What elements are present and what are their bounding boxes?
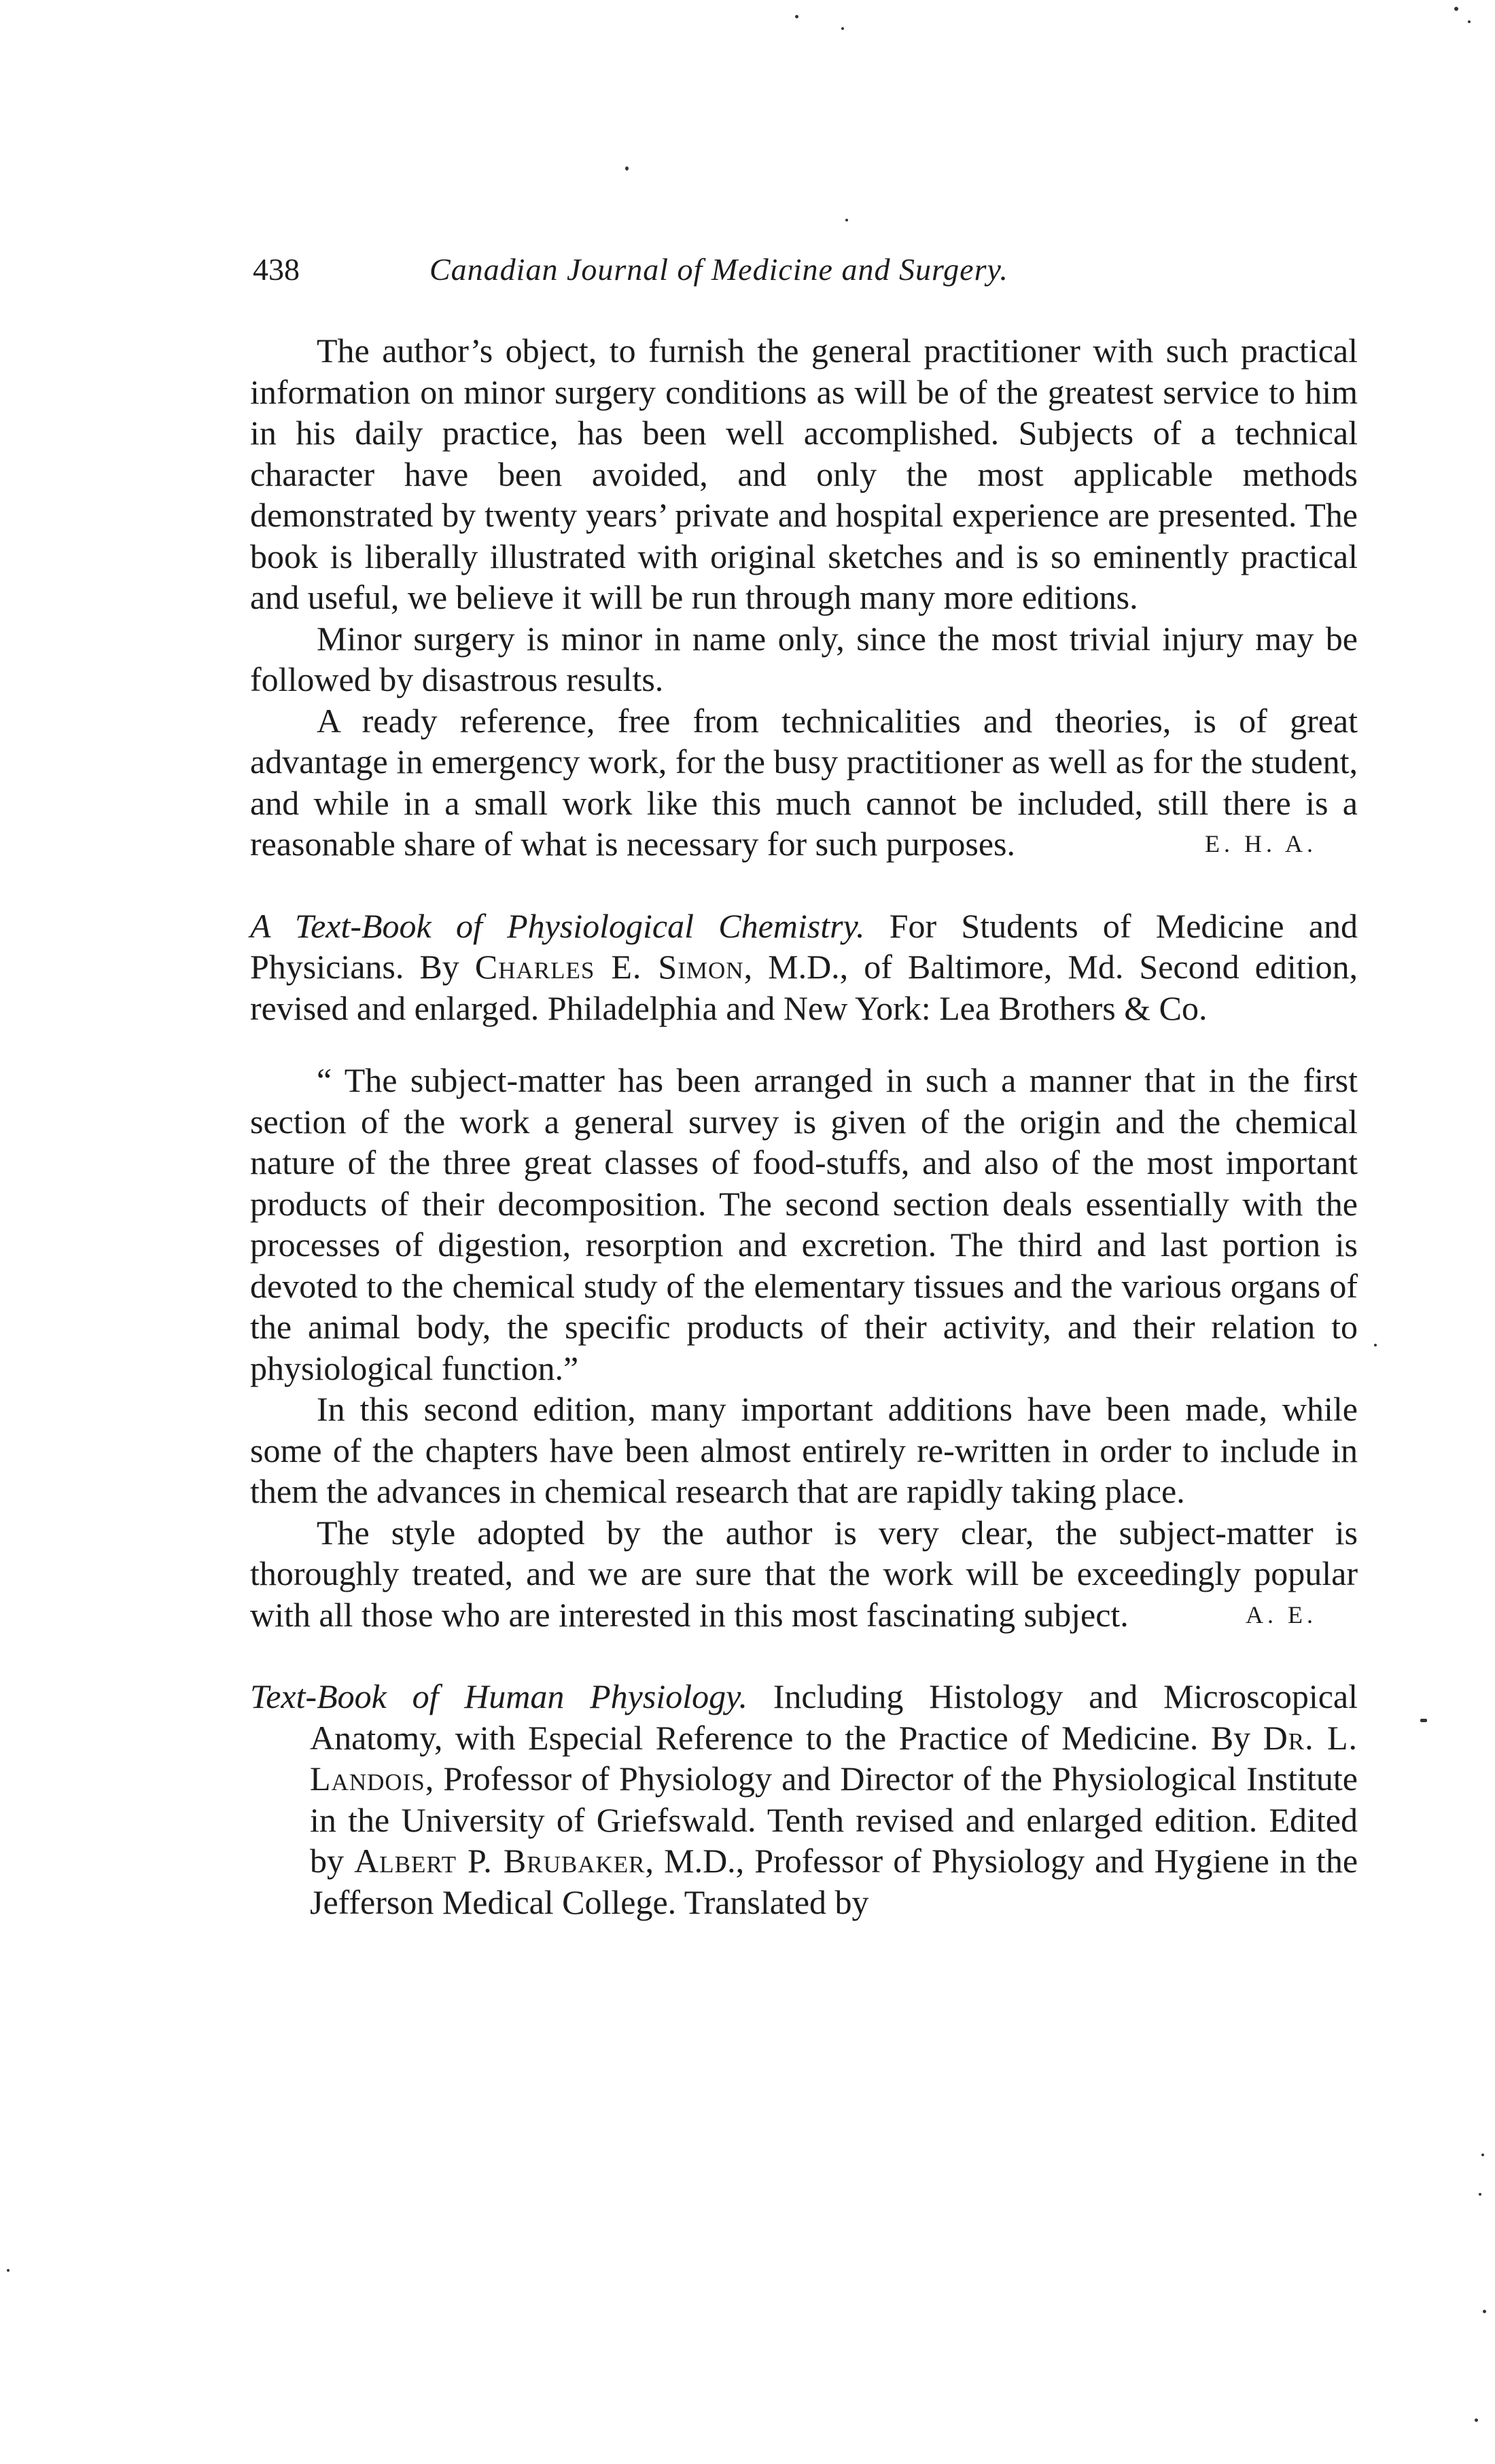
citation-text: , M.D., Professor of Physiology and Hygiene in the Jefferson Medical College. Translated by: [310, 1842, 1358, 1921]
review-paragraph-text: A ready reference, free from technicalities and theories, is of great advantage in emergency work, for the busy practitioner as well as for the student, and while in a small work like this much cannot be included, still there is a reasonable share of what is necessary for such purposes.: [250, 701, 1358, 863]
book-title: Text-Book of Human Physiology.: [250, 1677, 748, 1715]
citation-text: Including Histology and Microscopical Anatomy, with Especial Reference to the Practice of Medicine. By: [310, 1677, 1358, 1757]
speck: [1479, 2193, 1481, 2196]
reviewer-signature: E. H. A.: [1205, 830, 1317, 857]
running-header: [253, 246, 1191, 293]
speck: [841, 27, 844, 30]
speck: [1420, 1719, 1427, 1722]
section-spacer: [250, 865, 1358, 906]
review-minor-surgery: [250, 330, 1358, 865]
speck: [1468, 20, 1471, 23]
page-number: 438: [253, 252, 300, 287]
citation-text: For Students of Medicine and Physicians. By: [250, 906, 1358, 986]
journal-title: Canadian Journal of Medicine and Surgery.: [429, 252, 1008, 287]
speck: [1374, 1344, 1377, 1346]
speck: [1483, 2310, 1486, 2313]
section-spacer: [250, 1029, 1358, 1060]
citation-text: , Professor of Physiology and Director of the Physiological Institute in the University of Griefswald. Tenth revised and enlarged edition. Edited by: [310, 1760, 1358, 1880]
review-paragraph: In this second edition, many important additions have been made, while some of the chapters have been almost entirely re-written in order to include in them the advances in chemical research that are rapidly taking place.: [250, 1390, 1358, 1510]
speck: [625, 166, 629, 171]
book-citation: [250, 1676, 1358, 1923]
review-paragraph: [250, 1512, 1358, 1636]
book-citation: [250, 906, 1358, 1029]
review-paragraph: Minor surgery is minor in name only, since the most trivial injury may be followed by disastrous results.: [250, 619, 1358, 698]
page-body: [250, 330, 1358, 1923]
speck: [795, 15, 798, 18]
review-paragraph: The author’s object, to furnish the general practitioner with such practical information on minor surgery conditions as will be of the greatest service to him in his daily practice, has been well accomplished. Subjects of a technical character have been avoided, and only the most applicable methods demonstrated by twenty years’ private and hospital experience are presented. The book is liberally illustrated with original sketches and is so eminently practical and useful, we believe it will be run through many more editions.: [250, 332, 1358, 616]
speck: [7, 2269, 10, 2272]
author-name: Dr. L. Landois: [310, 1718, 1358, 1798]
book-title: A Text-Book of Physiological Chemistry.: [250, 906, 865, 945]
reviewer-signature: A. E.: [1246, 1601, 1317, 1628]
review-paragraph: [250, 700, 1358, 865]
speck: [1454, 7, 1458, 11]
review-paragraph: “ The subject-matter has been arranged in such a manner that in the first section of the work a general survey is given of the origin and the chemical nature of the three great classes of food-stuffs, and also of the most important products of their decomposition. The second section deals essentially with the processes of digestion, resorption and excretion. The third and last portion is devoted to the chemical study of the elementary tissues and the various organs of the animal body, the specific products of their activity, and their relation to physiological function.”: [250, 1061, 1358, 1387]
author-name: Charles E. Simon: [474, 948, 744, 986]
editor-name: Albert P. Brubaker: [354, 1842, 646, 1880]
review-human-physiology: [250, 1676, 1358, 1923]
citation-text: , M.D., of Baltimore, Md. Second edition, revised and enlarged. Philadelphia and New York: Lea Brothers & Co.: [250, 948, 1358, 1027]
speck: [845, 219, 848, 221]
section-spacer: [250, 1635, 1358, 1676]
review-physiological-chemistry: [250, 906, 1358, 1636]
speck: [1475, 2418, 1478, 2422]
review-paragraph-text: The style adopted by the author is very clear, the subject-matter is thoroughly treated, and we are sure that the work will be exceedingly popular with all those who are interested in this most fascinating subject.: [250, 1513, 1358, 1634]
speck: [1481, 2154, 1484, 2156]
